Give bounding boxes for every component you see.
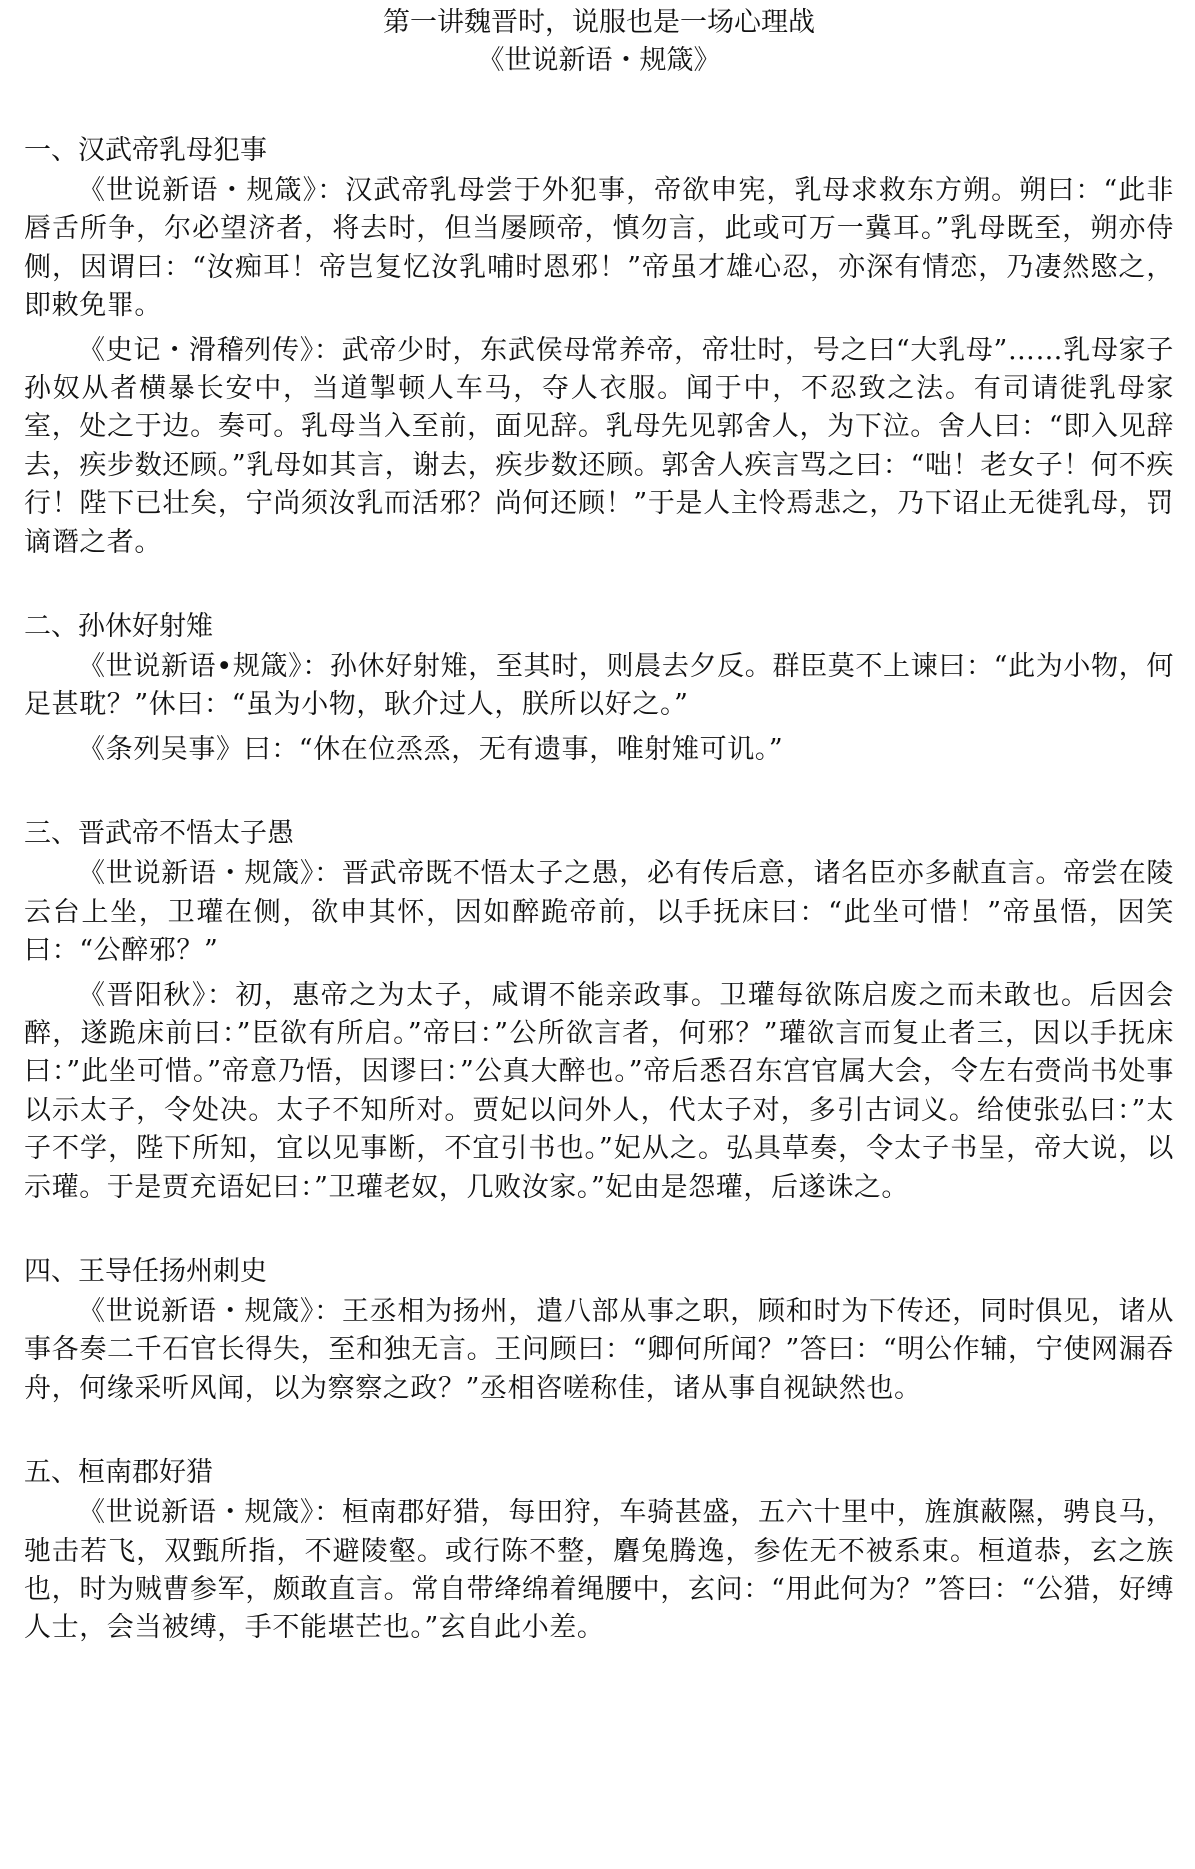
section-2 [24, 608, 1174, 769]
section-paragraph: 《晋阳秋》：初，惠帝之为太子，咸谓不能亲政事。卫瓘每欲陈启废之而未敢也。后因会醉，遂跪床前曰：”臣欲有所启。”帝曰：”公所欲言者，何邪？”瓘欲言而复止者三，因以手抚床曰：”此坐可惜。”帝意乃悟，因谬曰：”公真大醉也。”帝后悉召东宫官属大会，令左右赍尚书处事以示太子，令处决。太子不知所对。贾妃以问外人，代太子对，多引古词义。给使张弘曰：”太子不学，陛下所知，宜以见事断，不宜引书也。”妃从之。弘具草奏，令太子书呈，帝大说，以示瓘。于是贾充语妃曰：”卫瓘老奴，几败汝家。”妃由是怨瓘，后遂诛之。 [24, 979, 1174, 1203]
section-heading: 五、桓南郡好猎 [24, 1457, 213, 1489]
page-title: 第一讲魏晋时，说服也是一场心理战 [383, 7, 815, 38]
section-3 [24, 815, 1174, 1207]
section-5 [24, 1454, 1174, 1648]
section-paragraph: 《世说新语・规箴》：晋武帝既不悟太子之愚，必有传后意，诸名臣亦多献直言。帝尝在陵云台上坐，卫瓘在侧，欲申其怀，因如醉跪帝前，以手抚床曰：“此坐可惜！”帝虽悟，因笑曰：“公醉邪？” [24, 858, 1174, 967]
section-paragraph: 《世说新语・规箴》：汉武帝乳母尝于外犯事，帝欲申宪，乳母求救东方朔。朔曰：“此非唇舌所争，尔必望济者，将去时，但当屡顾帝，慎勿言，此或可万一冀耳。”乳母既至，朔亦侍侧，因谓曰：“汝痴耳！帝岂复忆汝乳哺时恩邪！”帝虽才雄心忍，亦深有情恋，乃凄然愍之，即敕免罪。 [24, 175, 1174, 322]
section-paragraph: 《条列吴事》曰：“休在位烝烝，无有遗事，唯射雉可讥。” [78, 733, 784, 765]
section-paragraph: 《世说新语・规箴》：王丞相为扬州，遣八部从事之职，顾和时为下传还，同时俱见，诸从事各奏二千石官长得失，至和独无言。王问顾曰：“卿何所闻？”答曰：“明公作辅，宁使网漏吞舟，何缘采听风闻，以为察察之政？”丞相咨嗟称佳，诸从事自视缺然也。 [24, 1295, 1174, 1404]
section-heading: 二、孙休好射雉 [24, 611, 213, 643]
section-heading: 三、晋武帝不悟太子愚 [24, 818, 294, 850]
section-heading: 四、王导任扬州刺史 [24, 1255, 267, 1287]
page-subtitle: 《世说新语・规箴》 [477, 45, 721, 76]
section-1 [24, 132, 1174, 562]
section-heading: 一、汉武帝乳母犯事 [24, 135, 267, 166]
section-paragraph: 《世说新语•规箴》：孙休好射雉，至其时，则晨去夕反。群臣莫不上谏曰：“此为小物，何足甚耽？”休曰：“虽为小物，耿介过人，朕所以好之。” [24, 651, 1174, 721]
section-4 [24, 1253, 1174, 1408]
document-page [24, 0, 1174, 1654]
section-paragraph: 《史记・滑稽列传》：武帝少时，东武侯母常养帝，帝壮时，号之曰“大乳母”……乳母家子孙奴从者横暴长安中，当道掣顿人车马，夺人衣服。闻于中，不忍致之法。有司请徙乳母家室，处之于边。奏可。乳母当入至前，面见辞。乳母先见郭舍人，为下泣。舍人曰：“即入见辞去，疾步数还顾。”乳母如其言，谢去，疾步数还顾。郭舍人疾言骂之曰：“咄！老女子！何不疾行！陛下已壮矣，宁尚须汝乳而活邪？尚何还顾！”于是人主怜焉悲之，乃下诏止无徙乳母，罚谪谮之者。 [24, 334, 1174, 558]
section-paragraph: 《世说新语・规箴》：桓南郡好猎，每田狩，车骑甚盛，五六十里中，旌旗蔽隰，骋良马，驰击若飞，双甄所指，不避陵壑。或行陈不整，麏兔腾逸，参佐无不被系束。桓道恭，玄之族也，时为贼曹参军，颇敢直言。常自带绛绵着绳腰中，玄问：“用此何为？”答曰：“公猎，好缚人士，会当被缚，手不能堪芒也。”玄自此小差。 [24, 1497, 1174, 1644]
